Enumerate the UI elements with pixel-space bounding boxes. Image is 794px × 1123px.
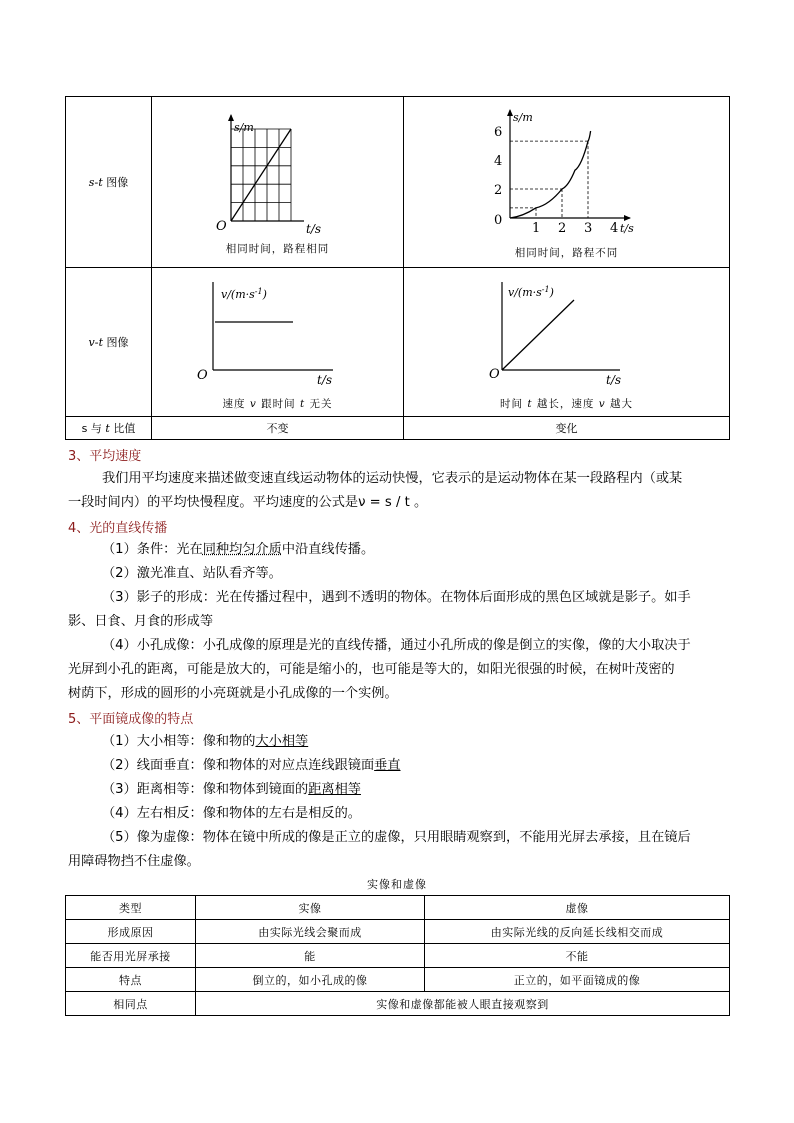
table-row bbox=[66, 920, 730, 944]
motion-graph-table bbox=[65, 96, 730, 440]
x-tick-label: 3 bbox=[583, 221, 592, 236]
table-cell: 由实际光线的反向延长线相交而成 bbox=[425, 920, 730, 944]
st-uniform-cell bbox=[152, 97, 404, 268]
st-uniform-caption: 相同时间，路程相同 bbox=[225, 242, 330, 255]
table-row bbox=[66, 944, 730, 968]
table-header-row bbox=[66, 896, 730, 920]
section-title-plane-mirror: 5、平面镜成像的特点 bbox=[68, 712, 194, 727]
x-tick-label: 4 bbox=[609, 221, 618, 236]
series-line bbox=[231, 129, 291, 221]
vt-accelerating-chart bbox=[482, 274, 652, 386]
origin-label: O bbox=[215, 218, 227, 234]
y-tick-label: 4 bbox=[493, 154, 502, 169]
light-item-4-line1: （4）小孔成像：小孔成像的原理是光的直线传播，通过小孔所成的像是倒立的实像，像的大小取决于 bbox=[102, 638, 691, 653]
table-cell: 正立的，如平面镜成的像 bbox=[425, 968, 730, 992]
ratio-row-label: s 与 t 比值 bbox=[66, 417, 152, 440]
vt-row-label: v-t 图像 bbox=[66, 268, 152, 417]
y-axis-label: $v/(m\cdot s^{-1})$ bbox=[220, 286, 267, 301]
table-cell: 能否用光屏承接 bbox=[66, 944, 196, 968]
mirror-item-5-line2: 用障碍物挡不住虚像。 bbox=[68, 854, 200, 869]
light-item-4-line3: 树荫下，形成的圆形的小亮斑就是小孔成像的一个实例。 bbox=[68, 686, 398, 701]
st-variable-chart bbox=[482, 104, 652, 244]
avg-speed-para-line1: 我们用平均速度来描述做变速直线运动物体的运动快慢，它表示的是运动物体在某一段路程内（或某 bbox=[102, 471, 683, 486]
ratio-row bbox=[66, 417, 730, 440]
x-tick-label: 1 bbox=[531, 221, 540, 236]
table-cell: 特点 bbox=[66, 968, 196, 992]
st-graph-row bbox=[66, 97, 730, 268]
compare-table-title: 实像和虚像 bbox=[367, 878, 427, 891]
y-axis-label: s/m bbox=[233, 120, 254, 134]
table-row bbox=[66, 992, 730, 1016]
origin-label: O bbox=[488, 366, 500, 382]
header-cell: 实像 bbox=[196, 896, 425, 920]
vt-graph-row bbox=[66, 268, 730, 417]
st-row-label: s-t 图像 bbox=[66, 97, 152, 268]
light-item-4-line2: 光屏到小孔的距离，可能是放大的，可能是缩小的，也可能是等大的，如阳光很强的时候，在树叶茂密的 bbox=[68, 662, 675, 677]
table-cell: 由实际光线会聚而成 bbox=[196, 920, 425, 944]
mirror-item-5-line1: （5）像为虚像：物体在镜中所成的像是正立的虚像，只用眼睛观察到，不能用光屏去承接，且在镜后 bbox=[102, 830, 691, 845]
table-cell: 不能 bbox=[425, 944, 730, 968]
vt-uniform-cell bbox=[152, 268, 404, 417]
header-cell: 类型 bbox=[66, 896, 196, 920]
light-item-3-line2: 影、日食、月食的形成等 bbox=[68, 614, 214, 629]
light-item-3-line1: （3）影子的形成：光在传播过程中，遇到不透明的物体。在物体后面形成的黑色区域就是影子。如手 bbox=[102, 590, 691, 605]
table-cell: 能 bbox=[196, 944, 425, 968]
x-axis-label: t/s bbox=[305, 221, 321, 236]
section-title-average-speed: 3、平均速度 bbox=[68, 449, 142, 464]
table-row bbox=[66, 968, 730, 992]
x-axis-label: t/s bbox=[619, 222, 634, 235]
vt-accelerating-caption: 时间 t 越长，速度 v 越大 bbox=[499, 397, 634, 410]
y-tick-label: 2 bbox=[493, 183, 502, 198]
st-variable-caption: 相同时间，路程不同 bbox=[514, 247, 619, 259]
table-cell: 形成原因 bbox=[66, 920, 196, 944]
x-tick-label: 2 bbox=[557, 221, 566, 236]
y-axis-label: s/m bbox=[512, 111, 533, 124]
ratio-left: 不变 bbox=[152, 417, 404, 440]
st-variable-cell bbox=[404, 97, 730, 268]
ratio-right: 变化 bbox=[404, 417, 730, 440]
series-line bbox=[502, 300, 574, 370]
mirror-item-3: （3）距离相等：像和物体到镜面的距离相等 bbox=[102, 782, 361, 797]
mirror-item-4: （4）左右相反：像和物体的左右是相反的。 bbox=[102, 806, 361, 821]
x-axis-label: t/s bbox=[316, 372, 332, 386]
origin-label: O bbox=[196, 367, 208, 383]
table-cell: 相同点 bbox=[66, 992, 196, 1016]
y-tick-label: 6 bbox=[493, 125, 502, 140]
vt-accelerating-cell bbox=[404, 268, 730, 417]
light-item-1: （1）条件：光在同种均匀介质中沿直线传播。 bbox=[102, 542, 375, 557]
mirror-item-2: （2）线面垂直：像和物体的对应点连线跟镜面垂直 bbox=[102, 758, 401, 773]
st-uniform-chart bbox=[198, 109, 358, 239]
series-curve bbox=[510, 131, 591, 218]
vt-uniform-caption: 速度 v 跟时间 t 无关 bbox=[222, 397, 333, 410]
light-item-2: （2）激光准直、站队看齐等。 bbox=[102, 566, 282, 581]
avg-speed-para-line2: 一段时间内）的平均快慢程度。平均速度的公式是ν = s / t 。 bbox=[68, 495, 428, 510]
header-cell: 虚像 bbox=[425, 896, 730, 920]
table-cell: 实像和虚像都能被人眼直接观察到 bbox=[196, 992, 730, 1016]
section-title-light-propagation: 4、光的直线传播 bbox=[68, 521, 168, 536]
y-axis-label: $v/(m\cdot s^{-1})$ bbox=[507, 284, 554, 299]
vt-uniform-chart bbox=[193, 274, 363, 386]
x-axis-label: t/s bbox=[605, 372, 621, 386]
table-cell: 倒立的，如小孔成的像 bbox=[196, 968, 425, 992]
origin-label: 0 bbox=[493, 213, 502, 228]
mirror-item-1: （1）大小相等：像和物的大小相等 bbox=[102, 734, 309, 749]
real-virtual-image-table bbox=[65, 895, 730, 1016]
